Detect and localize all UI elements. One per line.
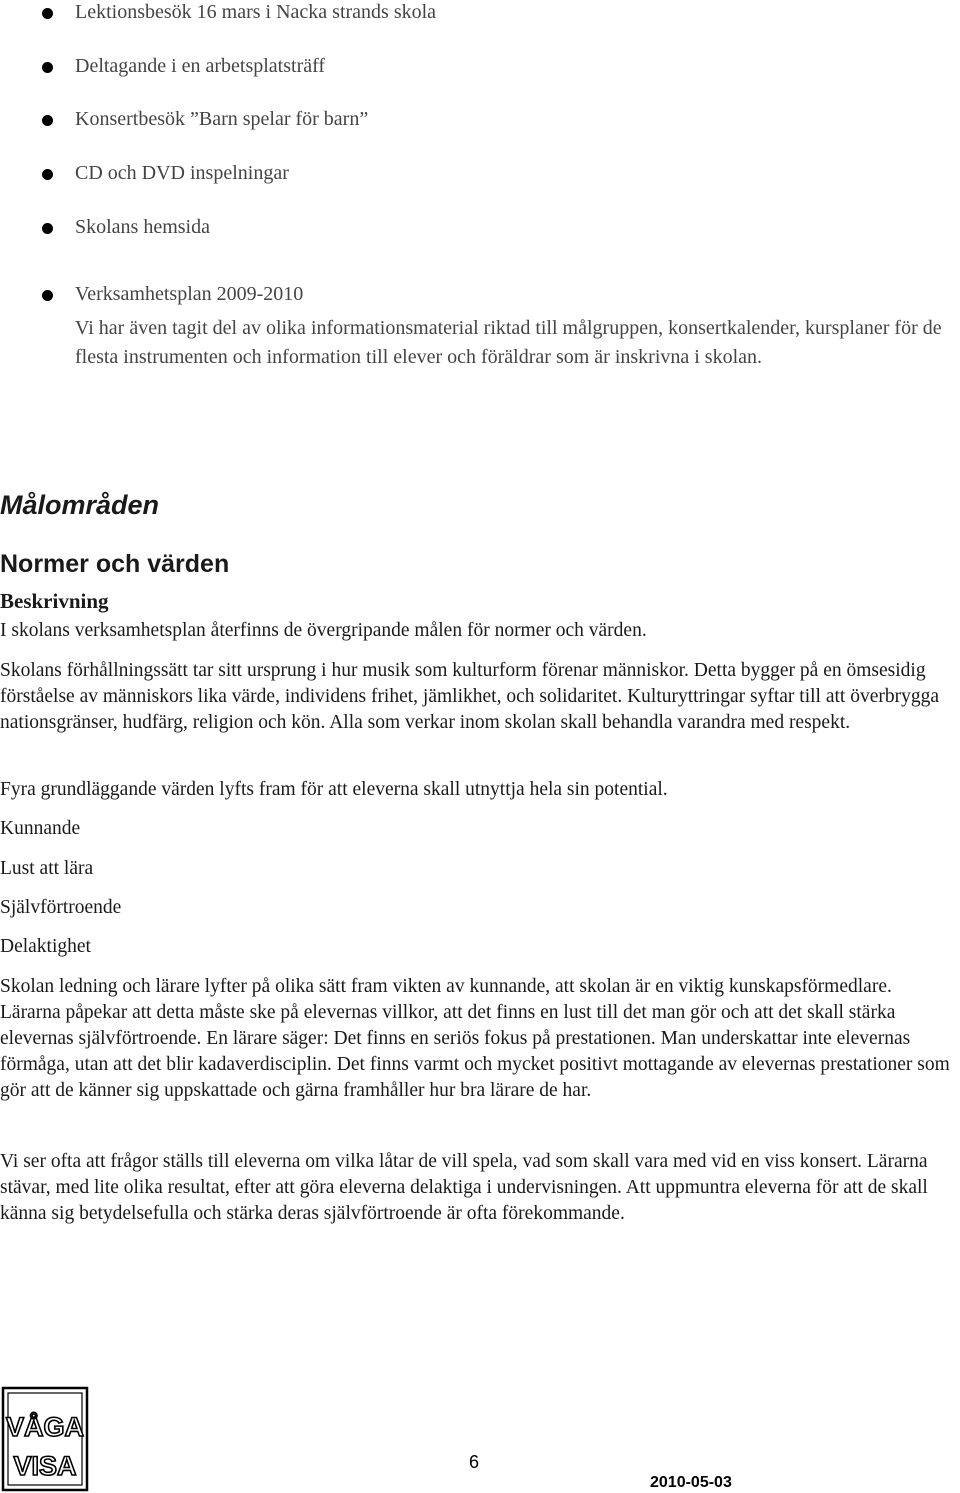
description-heading: Beskrivning	[0, 589, 109, 613]
bullet-item	[0, 55, 900, 88]
bullet-text: Konsertbesök ”Barn spelar för barn”	[75, 108, 369, 130]
page-number: 6	[469, 1452, 480, 1472]
body-paragraph: Skolan ledning och lärare lyfter på olika sätt fram vikten av kunnande, att skolan är en viktig kunskapsförmedlare. Lärarna påpekar att detta måste ske på elevernas villkor, att det finns en lust till det man gör och att det skall stärka elevernas självförtroende. En lärare säger: Det finns en seriös fokus på prestationen. Man underskattar inte elevernas förmåga, utan att det blir kadaverdisciplin. Det finns varmt och mycket positivt mottagande av elevernas prestationer som gör att de känner sig uppskattade och gärna framhåller hur bra lärare de har.	[0, 976, 950, 1101]
value-item: Delaktighet	[0, 936, 91, 957]
body-paragraph: Skolans förhållningssätt tar sitt ursprung i hur musik som kulturform förenar människor. Detta bygger på en ömsesidig förståelse av människors lika värde, individens frihet, jämlikhet, och solidaritet. Kulturyttringar syftar till att överbrygga nationsgränser, hudfärg, religion och kön. Alla som verkar inom skolan skall behandla varandra med respekt.	[0, 660, 939, 733]
body-paragraph: I skolans verksamhetsplan återfinns de övergripande målen för normer och värden.	[0, 620, 647, 641]
vaga-visa-logo	[0, 1385, 90, 1493]
bullet-icon	[42, 115, 53, 126]
body-paragraph: Fyra grundläggande värden lyfts fram för att eleverna skall utnyttja hela sin potential.	[0, 779, 668, 800]
bullet-text: CD och DVD inspelningar	[75, 162, 289, 184]
value-item: Lust att lära	[0, 858, 94, 879]
bullet-icon	[42, 169, 53, 180]
bullet-item	[0, 216, 900, 249]
bullet-text: Skolans hemsida	[75, 216, 210, 238]
intro-paragraph: Vi har även tagit del av olika informationsmaterial riktad till målgruppen, konsertkalender, kursplaner för de flesta instrumenten och information till elever och föräldrar som är inskrivna i skolan.	[75, 317, 942, 368]
bullet-text: Lektionsbesök 16 mars i Nacka strands skola	[75, 1, 437, 23]
document-date: 2010-05-03	[650, 1474, 732, 1491]
logo-word-vaga: VÅGA	[5, 1412, 85, 1442]
section-title: Målområden	[0, 490, 160, 520]
body-paragraph: Vi ser ofta att frågor ställs till eleverna om vilka låtar de vill spela, vad som skall vara med vid en viss konsert. Lärarna stävar, med lite olika resultat, efter att göra eleverna delaktiga i undervisningen. Att uppmuntra eleverna för att de skall känna sig betydelsefulla och stärka deras självförtroende är ofta förekommande.	[0, 1151, 928, 1224]
subsection-title: Normer och värden	[0, 550, 230, 578]
bullet-text: Verksamhetsplan 2009-2010	[75, 283, 304, 305]
bullet-item	[0, 283, 900, 316]
bullet-icon	[42, 8, 53, 19]
bullet-item	[0, 162, 900, 195]
bullet-icon	[42, 290, 53, 301]
bullet-item	[0, 108, 900, 141]
logo-word-visa: VISA	[13, 1451, 77, 1481]
bullet-icon	[42, 223, 53, 234]
bullet-icon	[42, 62, 53, 73]
value-item: Självförtroende	[0, 897, 122, 918]
bullet-text: Deltagande i en arbetsplatsträff	[75, 55, 326, 77]
bullet-item	[0, 1, 900, 34]
value-item: Kunnande	[0, 818, 81, 839]
